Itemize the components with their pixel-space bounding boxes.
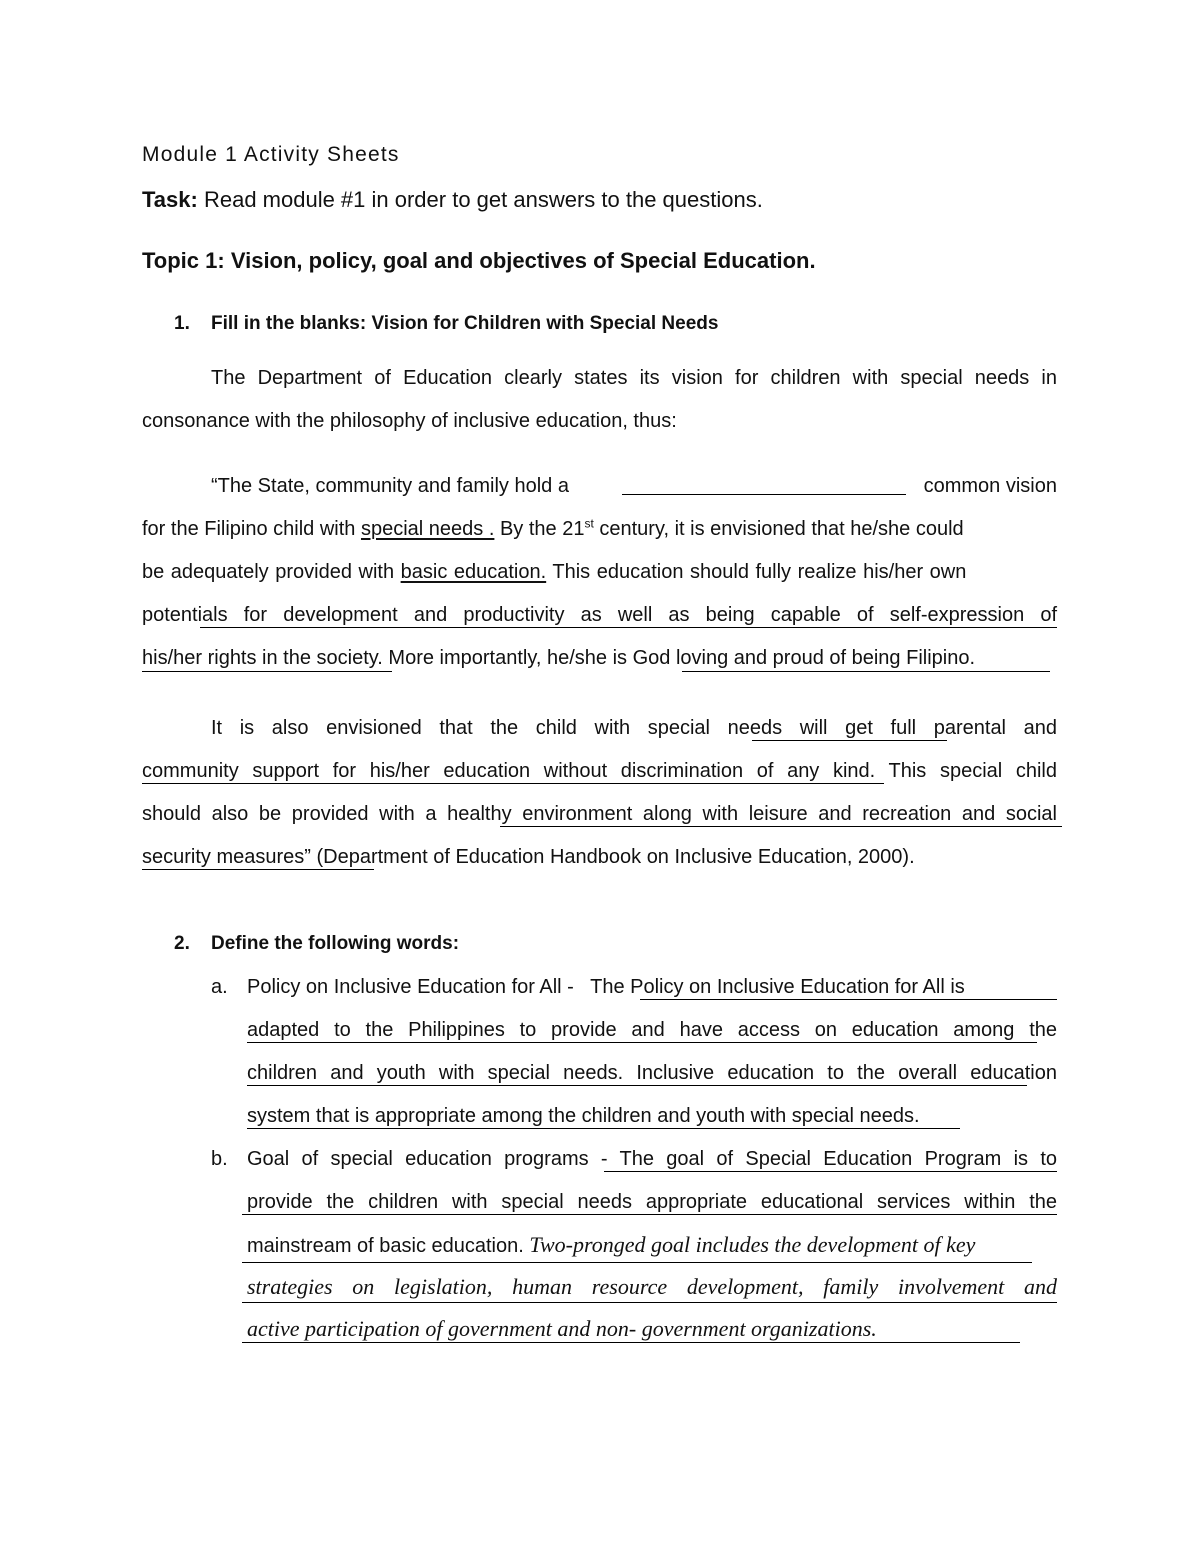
- superscript: st: [584, 516, 594, 531]
- q1-p1-line2: [142, 516, 1057, 542]
- answer-underline: [752, 740, 947, 741]
- answer-underline: [242, 1262, 1032, 1263]
- q1-title: Fill in the blanks: Vision for Children with Special Needs: [211, 313, 719, 334]
- answer-underline: [242, 1342, 1020, 1343]
- answer-underline: [604, 1171, 1057, 1172]
- q1-p2-line3: should also be provided with a healthy environment along with leisure and recreation and social: [142, 803, 1057, 825]
- q2b-line2: provide the children with special needs appropriate educational services within the: [247, 1191, 1057, 1213]
- q1-intro-line1: The Department of Education clearly states its vision for children with special needs in: [211, 367, 1057, 389]
- text-segment: be adequately provided with: [142, 561, 401, 583]
- answer-underline: [640, 999, 1057, 1000]
- answer-god-loving: God loving and proud of being Filipino.: [632, 647, 976, 669]
- q1-number: 1.: [174, 313, 190, 334]
- answer-underline: [142, 671, 392, 672]
- task-label: Task:: [142, 187, 198, 212]
- fill-in-blank[interactable]: [622, 494, 906, 495]
- document-title: Module 1 Activity Sheets: [142, 143, 400, 166]
- q1-p1-line1-end: common vision: [923, 475, 1057, 497]
- q1-intro-line2: consonance with the philosophy of inclusive education, thus:: [142, 410, 677, 432]
- text-segment: his/her rights in the society. More importantly, he/she is: [142, 647, 633, 669]
- q1-p2-line4: security measures” (Department of Education Handbook on Inclusive Education, 2000).: [142, 846, 915, 868]
- answer-underline: [142, 869, 374, 870]
- q2a-line2: adapted to the Philippines to provide and have access on education among the: [247, 1019, 1057, 1041]
- q1-p2-line1: It is also envisioned that the child with special needs will get full parental and: [211, 717, 1057, 739]
- q1-p1-line4: potentials for development and productivity as well as being capable of self-expression of: [142, 604, 1057, 626]
- text-segment: century, it is envisioned that he/she could: [593, 518, 964, 540]
- q2a-letter: a.: [211, 976, 228, 998]
- answer-basic-education: basic education.: [400, 561, 547, 583]
- q2b-line4: strategies on legislation, human resource development, family involvement and: [247, 1274, 1057, 1299]
- q2b-line1: Goal of special education programs - The goal of Special Education Program is to: [247, 1148, 1057, 1170]
- answer-underline: [247, 1085, 1027, 1086]
- q2b-letter: b.: [211, 1148, 228, 1170]
- text-segment: This education should fully realize his/her own: [546, 561, 967, 583]
- text-segment: By the 21: [494, 518, 585, 540]
- q1-p1-line5: [142, 645, 975, 671]
- q2a-line4: system that is appropriate among the children and youth with special needs.: [247, 1105, 920, 1127]
- q2b-line5: active participation of government and non- government organizations.: [247, 1316, 877, 1341]
- italic-segment: Two-pronged goal includes the development of key: [529, 1232, 976, 1257]
- text-segment: for the Filipino child with: [142, 518, 361, 540]
- q1-p1-line1-start: “The State, community and family hold a: [211, 475, 569, 497]
- answer-underline: [500, 826, 1062, 827]
- answer-underline: [200, 627, 1057, 628]
- answer-underline: [242, 1214, 1057, 1215]
- q2-title: Define the following words:: [211, 933, 460, 954]
- answer-special-needs: special needs .: [360, 518, 495, 540]
- task-line: [142, 187, 763, 213]
- answer-underline: [682, 671, 1050, 672]
- answer-underline: [142, 783, 884, 784]
- task-text: Read module #1 in order to get answers to the questions.: [197, 187, 763, 212]
- answer-underline: [242, 1302, 1057, 1303]
- answer-underline: [247, 1128, 960, 1129]
- q2b-line3: [247, 1232, 1057, 1259]
- q2-number: 2.: [174, 933, 190, 954]
- q2a-line1: Policy on Inclusive Education for All - The Policy on Inclusive Education for All is: [247, 976, 965, 998]
- answer-underline: [247, 1042, 1037, 1043]
- q1-p2-line2: community support for his/her education without discrimination of any kind. This special child: [142, 760, 1057, 782]
- q1-p1-line3: [142, 559, 1057, 585]
- text-segment: mainstream of basic education.: [247, 1235, 530, 1257]
- topic-heading: Topic 1: Vision, policy, goal and objectives of Special Education.: [142, 248, 816, 273]
- q2a-line3: children and youth with special needs. Inclusive education to the overall education: [247, 1062, 1057, 1084]
